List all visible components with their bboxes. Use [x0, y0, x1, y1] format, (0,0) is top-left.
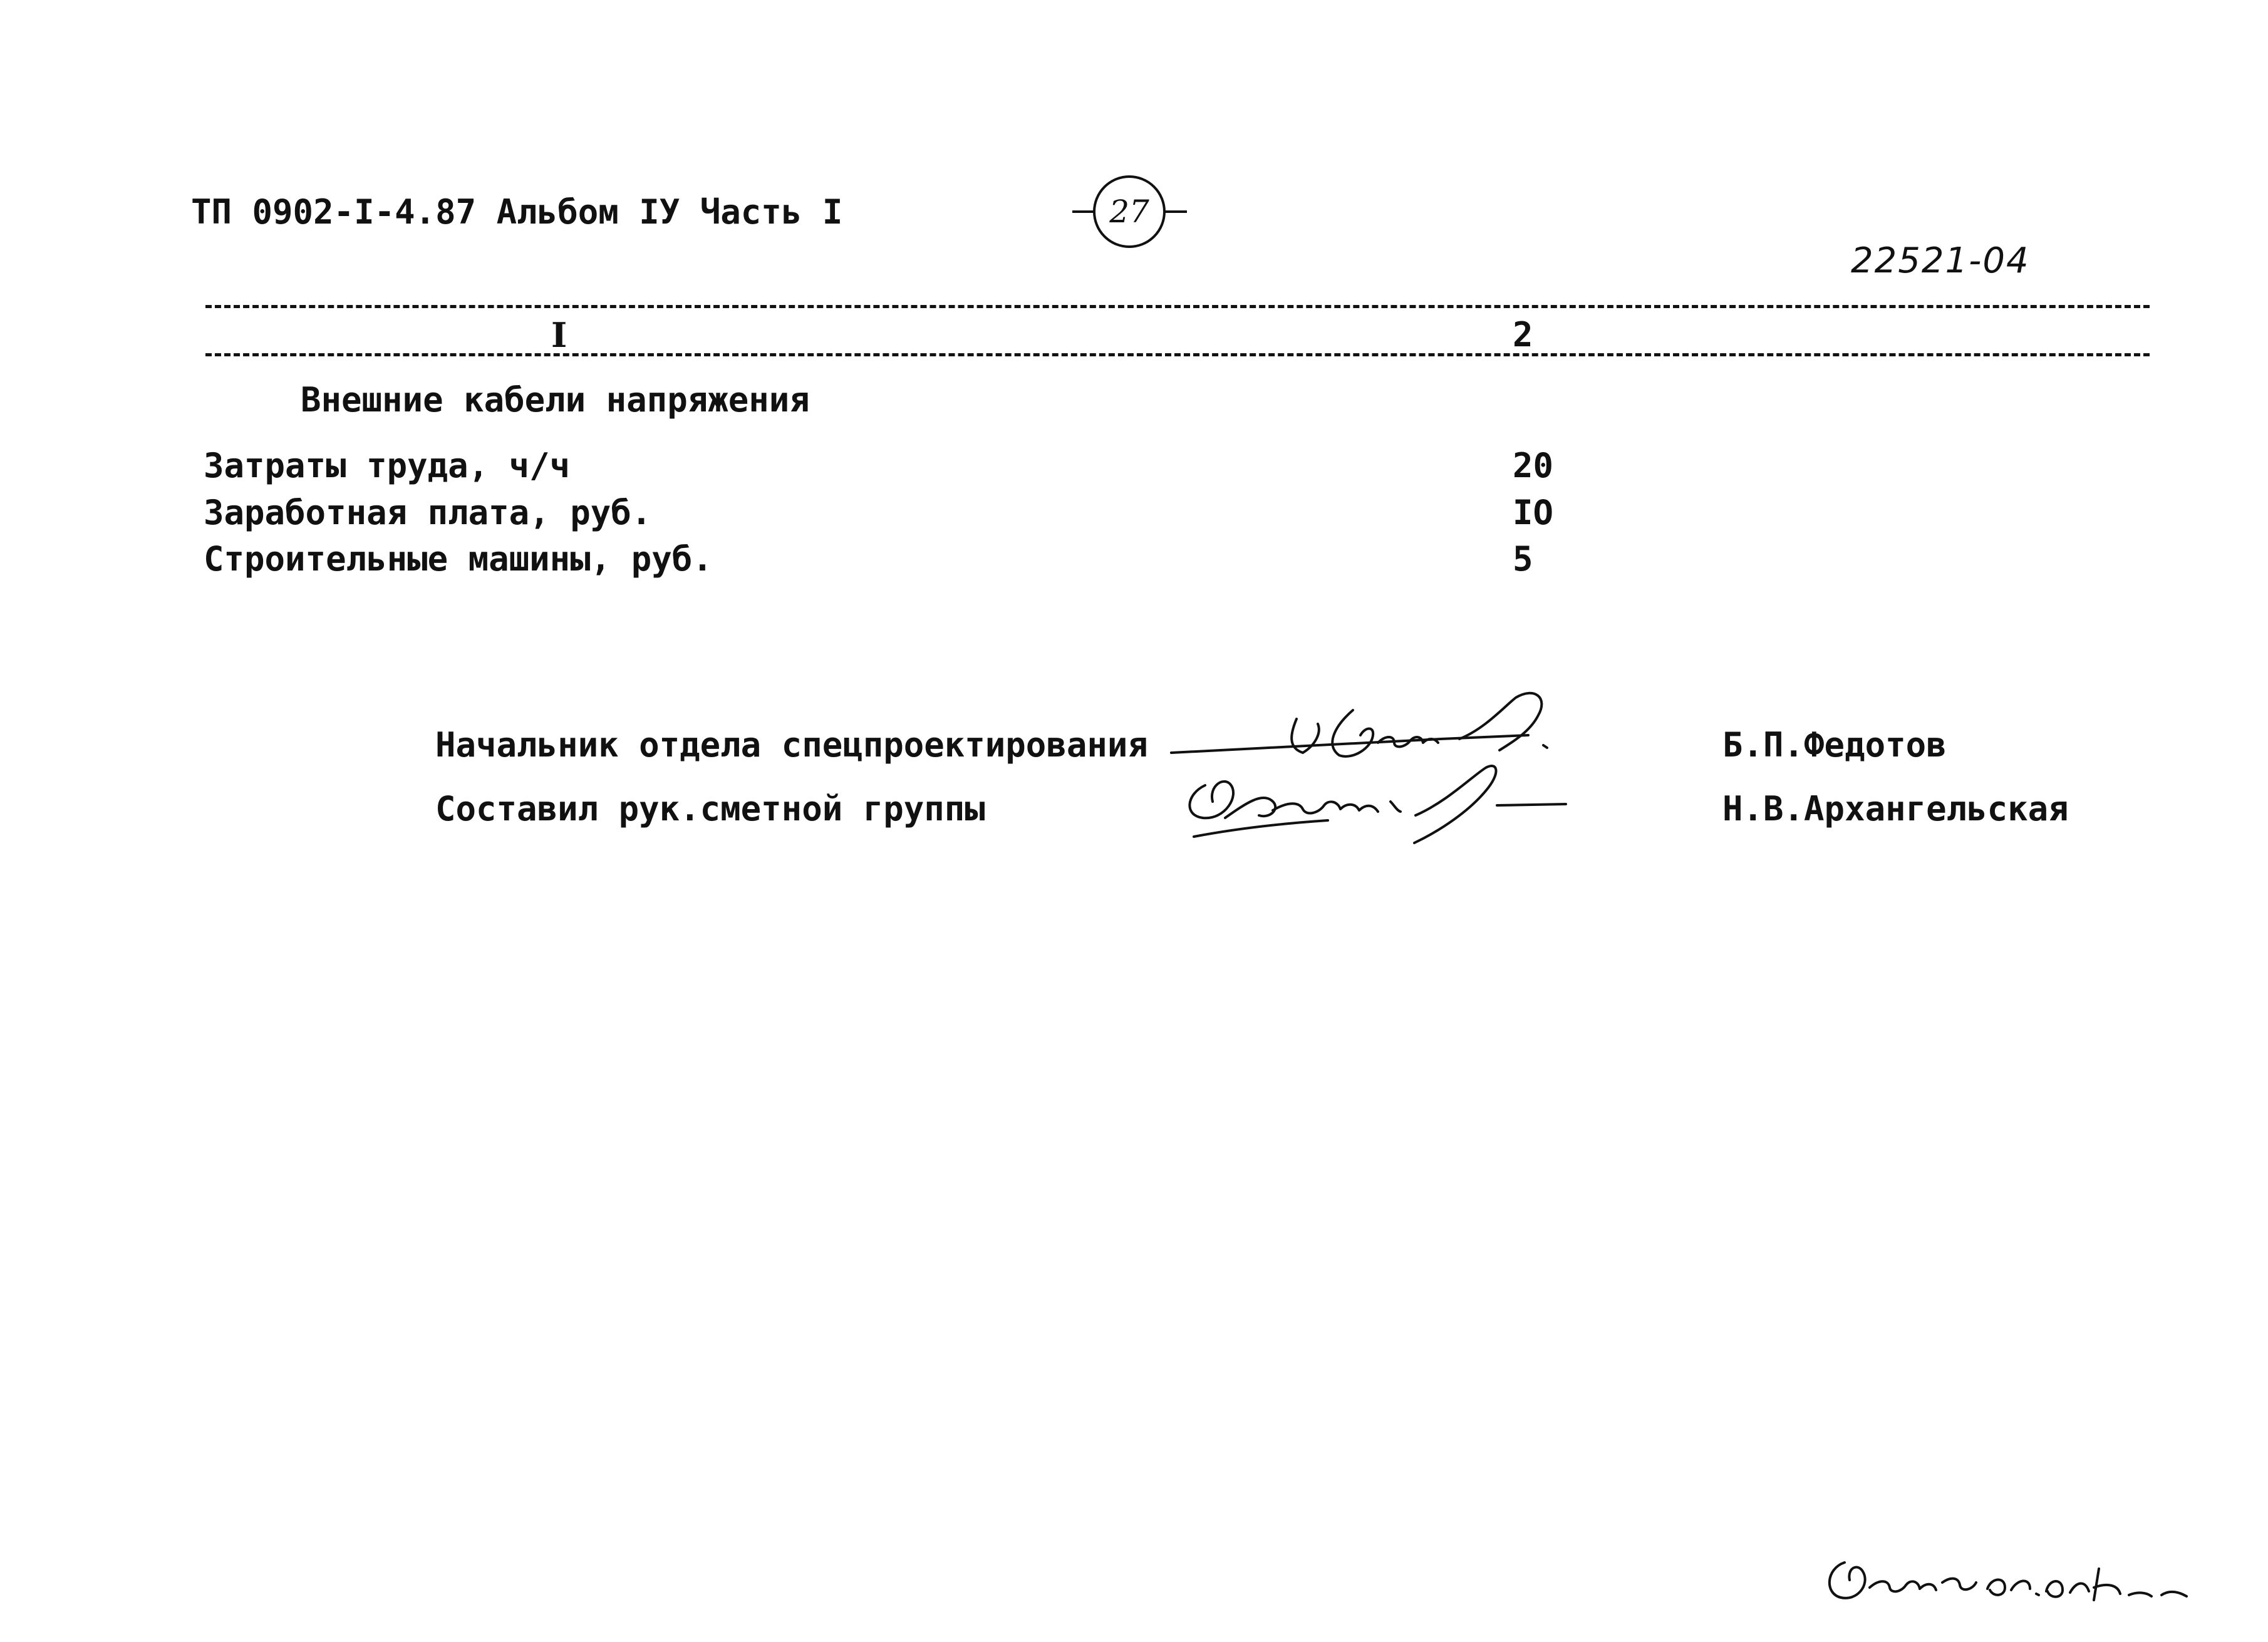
handwritten-copy-mark — [1820, 1544, 2195, 1613]
page-number-dash-left — [1072, 210, 1095, 213]
column-header-2: 2 — [1513, 315, 1533, 354]
table-row-value: IO — [1513, 493, 1554, 532]
handwritten-signature-1 — [1165, 683, 1641, 770]
page-number-dash-right — [1164, 210, 1187, 213]
signatory-name: Н.В.Архангельская — [1722, 789, 2069, 829]
signatory-title: Начальник отдела спецпроектирования — [435, 725, 1148, 765]
signatory-title: Составил рук.сметной группы — [435, 789, 985, 829]
table-row-label: Строительные машины, руб. — [204, 539, 713, 579]
column-header-1: I — [551, 315, 567, 355]
signatory-name: Б.П.Федотов — [1722, 725, 1947, 765]
table-rule-bottom — [205, 353, 2150, 356]
table-row-value: 20 — [1513, 446, 1554, 485]
document-header: ТП 0902-I-4.87 Альбом IУ Часть I — [191, 192, 843, 232]
page-number: 27 — [1093, 175, 1166, 248]
table-row-label: Заработная плата, руб. — [204, 493, 652, 532]
table-row-value: 5 — [1513, 539, 1533, 579]
document-code: 22521-04 — [1851, 240, 2030, 281]
table-row-label: Затраты труда, ч/ч — [204, 446, 571, 485]
section-title: Внешние кабели напряжения — [301, 380, 810, 420]
table-rule-top — [205, 305, 2150, 308]
handwritten-signature-2 — [1165, 758, 1641, 845]
